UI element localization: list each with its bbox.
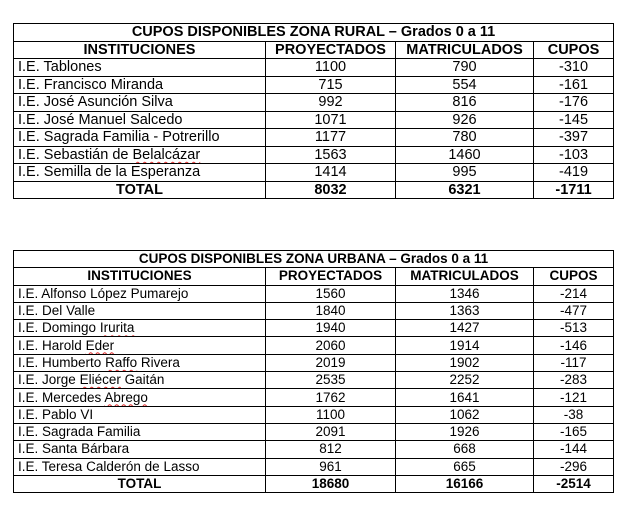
cupos-cell: -419 [534,164,614,182]
table-row [14,59,614,77]
proyectados-cell: 1762 [266,389,396,406]
header-cupos: CUPOS [534,41,614,59]
proyectados-cell: 2091 [266,423,396,440]
cupos-cell: -513 [534,320,614,337]
institution-name-cell: I.E. Sagrada Familia - Potrerillo [14,129,266,147]
total-matriculados-cell: 16166 [396,475,534,492]
table-row [14,146,614,164]
matriculados-cell: 1641 [396,389,534,406]
total-proyectados-cell: 8032 [266,181,396,199]
table-row [14,302,614,319]
table-row [14,406,614,423]
table-row [14,285,614,302]
total-matriculados-cell: 6321 [396,181,534,199]
matriculados-cell: 1926 [396,423,534,440]
cupos-cell: -165 [534,423,614,440]
cupos-cell: -144 [534,441,614,458]
matriculados-cell: 1460 [396,146,534,164]
proyectados-cell: 992 [266,94,396,112]
institution-name-cell: I.E. José Manuel Salcedo [14,111,266,129]
proyectados-cell: 1177 [266,129,396,147]
proyectados-cell: 2060 [266,337,396,354]
spellcheck-word: Raffo [105,354,138,370]
table-row [14,76,614,94]
total-row [14,475,614,492]
cupos-cell: -176 [534,94,614,112]
proyectados-cell: 961 [266,458,396,475]
header-cupos: CUPOS [534,268,614,285]
total-cupos-cell: -2514 [534,475,614,492]
proyectados-cell: 1840 [266,302,396,319]
spellcheck-word: Irurita [99,320,135,336]
cupos-cell: -117 [534,354,614,371]
cupos-cell: -214 [534,285,614,302]
table-row [14,389,614,406]
institution-name-cell: I.E. Pablo VI [14,406,266,423]
cupos-cell: -103 [534,146,614,164]
proyectados-cell: 1100 [266,59,396,77]
header-proyectados: PROYECTADOS [266,268,396,285]
table-title-row [14,251,614,268]
total-label-cell: TOTAL [14,181,266,199]
table-row [14,458,614,475]
matriculados-cell: 1346 [396,285,534,302]
matriculados-cell: 665 [396,458,534,475]
institution-name-cell: I.E. Domingo Irurita [14,320,266,337]
matriculados-cell: 1902 [396,354,534,371]
institution-name-cell: I.E. Sagrada Familia [14,423,266,440]
urban-table-body [14,251,614,493]
rural-table-body [14,24,614,199]
proyectados-cell: 1414 [266,164,396,182]
cupos-cell: -283 [534,372,614,389]
total-row [14,181,614,199]
urban-cupos-table [13,250,614,493]
cupos-cell: -310 [534,59,614,77]
header-matriculados: MATRICULADOS [396,268,534,285]
cupos-cell: -397 [534,129,614,147]
proyectados-cell: 1940 [266,320,396,337]
institution-name-cell: I.E. Francisco Miranda [14,76,266,94]
table-row [14,94,614,112]
proyectados-cell: 1560 [266,285,396,302]
cupos-cell: -121 [534,389,614,406]
cupos-cell: -38 [534,406,614,423]
institution-name-cell: I.E. Sebastián de Belalcázar [14,146,266,164]
total-label-cell: TOTAL [14,475,266,492]
cupos-cell: -145 [534,111,614,129]
table-row [14,320,614,337]
header-instituciones: INSTITUCIONES [14,268,266,285]
table-row [14,354,614,371]
cupos-cell: -477 [534,302,614,319]
table-row [14,111,614,129]
matriculados-cell: 780 [396,129,534,147]
institution-name-cell: I.E. Harold Eder [14,337,266,354]
proyectados-cell: 1563 [266,146,396,164]
institution-name-cell: I.E. Teresa Calderón de Lasso [14,458,266,475]
header-proyectados: PROYECTADOS [266,41,396,59]
institution-name-cell: I.E. José Asunción Silva [14,94,266,112]
spellcheck-word: Eliécer [79,372,121,388]
institution-name-cell: I.E. Humberto Raffo Rivera [14,354,266,371]
proyectados-cell: 812 [266,441,396,458]
table-title-row [14,24,614,42]
table-row [14,423,614,440]
table-row [14,441,614,458]
spellcheck-word: Belalcázar [132,146,201,163]
institution-name-cell: I.E. Del Valle [14,302,266,319]
matriculados-cell: 995 [396,164,534,182]
spellcheck-word: Eder [85,337,115,353]
proyectados-cell: 1071 [266,111,396,129]
table-row [14,372,614,389]
rural-cupos-table [13,23,614,199]
table-row [14,129,614,147]
table-row [14,164,614,182]
proyectados-cell: 715 [266,76,396,94]
table-row [14,337,614,354]
matriculados-cell: 1427 [396,320,534,337]
header-instituciones: INSTITUCIONES [14,41,266,59]
institution-name-cell: I.E. Tablones [14,59,266,77]
institution-name-cell: I.E. Mercedes Abrego [14,389,266,406]
proyectados-cell: 1100 [266,406,396,423]
matriculados-cell: 1914 [396,337,534,354]
institution-name-cell: I.E. Semilla de la Esperanza [14,164,266,182]
matriculados-cell: 2252 [396,372,534,389]
proyectados-cell: 2019 [266,354,396,371]
institution-name-cell: I.E. Santa Bárbara [14,441,266,458]
total-cupos-cell: -1711 [534,181,614,199]
matriculados-cell: 668 [396,441,534,458]
header-row [14,268,614,285]
institution-name-cell: I.E. Jorge Eliécer Gaitán [14,372,266,389]
institution-name-cell: I.E. Alfonso López Pumarejo [14,285,266,302]
total-proyectados-cell: 18680 [266,475,396,492]
cupos-cell: -146 [534,337,614,354]
cupos-cell: -161 [534,76,614,94]
matriculados-cell: 554 [396,76,534,94]
matriculados-cell: 1363 [396,302,534,319]
spellcheck-word: Abrego [104,389,148,405]
table-title: CUPOS DISPONIBLES ZONA RURAL – Grados 0 a 11 [14,24,614,42]
matriculados-cell: 1062 [396,406,534,423]
header-matriculados: MATRICULADOS [396,41,534,59]
header-row [14,41,614,59]
matriculados-cell: 790 [396,59,534,77]
matriculados-cell: 816 [396,94,534,112]
table-title: CUPOS DISPONIBLES ZONA URBANA – Grados 0 a 11 [14,251,614,268]
cupos-cell: -296 [534,458,614,475]
matriculados-cell: 926 [396,111,534,129]
proyectados-cell: 2535 [266,372,396,389]
